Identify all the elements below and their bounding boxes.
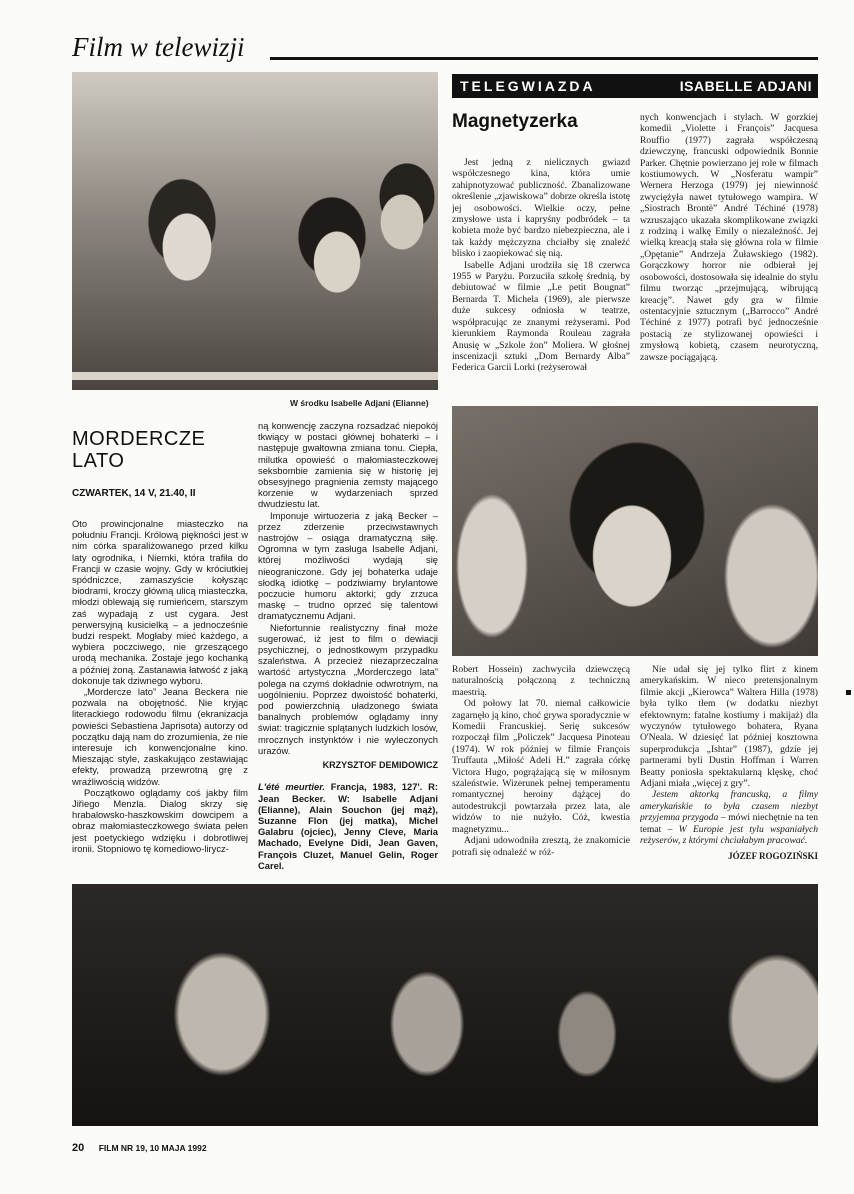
page-footer	[72, 1138, 207, 1156]
paragraph: Isabelle Adjani urodziła się 18 czerwca 1955 w Paryżu. Porzuciła szkołę średnią, by debiutować w filmie „Le petit Bougnat” Bernarda T. Michela (1969), ale pierwsze duże sukcesy odniosła w teatrze, współpracując ze znanymi reżyserami. Pod kierunkiem Raymonda Rouleau zagrała Anusię w „Szkole żon” Moliera. W głośnej inscenizacji sztuki „Dom Bernardy Alba” Federica Garcii Lorki (reżyserował	[452, 259, 630, 374]
review-author: KRZYSZTOF DEMIDOWICZ	[322, 760, 438, 771]
closing-quote-2: W Europie jest tylu wspaniałych reżyserów, z którymi chciałabym pracować.	[640, 823, 818, 847]
paragraph: Jest jedną z nielicznych gwiazd współczesnego kina, która umie zahipnotyzować publiczność. Zbanalizowane określenie „zjawiskowa” dobrze określa istotę jej osobowości. Wielkie oczy, pełne zmysłowe usta i kapryśny podbródek – ta kobieta może być bardzo niebezpieczna, ale i tak każdy mężczyzna chciałby się znaleźć blisko i zaopiekować się nią.	[452, 157, 630, 260]
film-credits	[258, 781, 438, 871]
banner-label: TELEGWIAZDA	[460, 78, 596, 94]
paragraph: Niefortunnie realistyczny finał może sugerować, iż jest to film o dewiacji psychicznej, o jednostkowym przypadku szaleństwa. A przecież niezaprzeczalna wartość artystyczna „Morderczego lata” polega na czymś dokładnie odwrotnym, na uogólnieniu. Poprzez dwoistość bohaterki, pod powierzchnią uładzonego świata banalnych problemów oglądamy inny świat: tragicznie splątanych ludzkich losów, mrocznych instynktów i nie wyleczonych urazów.	[258, 621, 438, 756]
credits-title: L'été meurtier.	[258, 781, 325, 793]
review-column-1	[72, 518, 248, 878]
paragraph: Robert Hossein) zachwyciła dziewczęcą naturalnością połączoną z techniczną maestrią.	[452, 664, 630, 698]
header-rule	[270, 57, 818, 60]
star-column-4	[640, 664, 818, 876]
banner-star-name: ISABELLE ADJANI	[679, 78, 812, 94]
closing-mid: – mówi niechętnie na ten temat –	[640, 812, 818, 835]
film-title: MORDERCZE LATO	[72, 428, 206, 472]
paragraph: nych konwencjach i stylach. W gorzkiej komedii „Violette i François” Jacquesa Rouffio (1977) zagrała współczesną dziewczynę, francuski odpowiednik Bonnie Parker. Chętnie powierzano jej role w filmach kostiumowych. W „Nosferatu wampir” Wernera Herzoga (1979) jej niewinność zwyciężyła nawet tytułowego wampira. W „Siostrach Brontë” André Téchiné (1978) wzruszająco ukazała skomplikowane związki z rodziną i walkę Emily o niezależność. Jej wielką kreacją stała się główna rola w filmie „Opętanie” Andrzeja Żuławskiego (1982). Gorączkowy horror nie odbierał jej osobowości, dostosowała się idealnie do stylu filmu tworząc „przejmującą, wibrującą kreację”. Nawet gdy gra w filmie ostentacyjnie sztucznym („Barrocco” André Téchiné z 1977) potrafi być jednocześnie postacią ze stylizowanej opowieści i zmysłową kobietą, czasem neurotyczną, zawsze pociągającą.	[640, 112, 818, 363]
crowd-photo	[72, 72, 438, 390]
issue-info: FILM NR 19, 10 MAJA 1992	[98, 1143, 207, 1153]
paragraph: Adjani udowodniła zresztą, że znakomicie potrafi się odnaleźć w róż-	[452, 835, 630, 858]
closing-paragraph	[640, 789, 818, 846]
section-title: Film w telewizji	[72, 32, 245, 62]
paragraph: Oto prowincjonalne miasteczko na południu Francji. Królową piękności jest w nim córka sparaliżowanego przed kilku laty ogrodnika, i Niemki, która trafiła do Francji w czasie wojny. Gdy w króciutkiej spódniczce, zamaszyście kołysząc biodrami, kroczy główną ulicą miasteczka, młodzi oblewają się rumieńcem, starszym zaś wypadają z ust cygara. Jest perwersyjną kusicielką – a jednocześnie budzi respekt. Mogłaby mieć każdego, a wybiera poczciwego, nie grzeszącego urodą mechanika. Zostaje jego kochanką a później żoną. Zastanawia łatwość z jaką dokonuje tak dziwnego wyboru.	[72, 518, 248, 686]
paragraph: Początkowo oglądamy coś jakby film Jiřiego Menzla. Dialog skrzy się hrabalowsko-haszkowskim dowcipem a obraz małomiasteczkowego świata pełen jest poetyckiego wdzięku i dobrotliwej ironii. Stopniowo tę komediowo-lirycz-	[72, 786, 248, 854]
paragraph: Imponuje wirtuozeria z jaką Becker – przez zderzenie przeciwstawnych nastrojów – osiąga dramatyczną siłę. Ogromna w tym zasługa Isabelle Adjani, której możliwości wydają się nieograniczone. Gdy jej bohaterka udaje słodką idiotkę – podziwiamy brylantowe poczucie humoru aktorki; gdy zrzuca maskę – trudno oprzeć się talentowi dramatycznemu Adjani.	[258, 509, 438, 622]
paragraph: Od połowy lat 70. niemal całkowicie zagarnęło ją kino, choć grywa sporadycznie w Komedii Francuskiej. Serię sukcesów rozpoczął film „Policzek” Jacquesa Pinoteau (1974). W rok później w filmie François Truffauta „Miłość Adeli H.” zagrała córkę Victora Hugo, pogrążającą się w miłosnym szaleństwie. Wizerunek pełnej temperamentu romantycznej heroiny dążącej do autodestrukcji powtarzała przez lata, ale widzów to nie nużyło. Cóż, kwestia magnetyzmu...	[452, 698, 630, 835]
star-author: JÓZEF ROGOZIŃSKI	[728, 850, 818, 861]
page-number: 20	[72, 1142, 85, 1154]
photo-caption: W środku Isabelle Adjani (Elianne)	[290, 398, 429, 408]
four-men-photo	[72, 884, 818, 1126]
broadcast-schedule: CZWARTEK, 14 V, 21.40, II	[72, 488, 196, 499]
review-column-2	[258, 420, 438, 876]
star-column-2	[640, 112, 818, 397]
telegwiazda-banner	[452, 74, 818, 98]
credits-text: Francja, 1983, 127'. R: Jean Becker. W: Isabelle Adjani (Elianne), Alain Souchon (jej mąż), Suzanne Flon (jej matka), Michel Galabru (ojciec), Jenny Cleve, Maria Machado, Evelyne Didi, Jean Gaven, François Cluzet, Manuel Gelin, Roger Carel.	[258, 781, 438, 871]
adjani-portrait-photo	[452, 406, 818, 656]
margin-mark	[846, 690, 851, 695]
paragraph: ną konwencję zaczyna rozsadzać niepokój tkwiący w postaci głównej bohaterki – i następuje gwałtowna zmiana tonu. Ciepła, milutka opowieść o małomiasteczkowej seksbombie zamienia się w historię jej obsesyjnego pragnienia zemsty mającego korzenie w wydarzeniach sprzed dwudziestu lat.	[258, 420, 438, 510]
article-headline: Magnetyzerka	[452, 111, 578, 132]
closing-quote: Jestem aktorką francuską, a filmy amerykańskie to była czasem niezbyt przyjemna przygoda	[640, 789, 818, 824]
star-column-3	[452, 664, 630, 872]
paragraph: Nie udał się jej tylko flirt z kinem amerykańskim. W nieco pretensjonalnym filmie akcji „Kierowca” Waltera Hilla (1978) była tylko tłem (w dodatku niezbyt efektownym: fatalne kostiumy i makijaż) dla wyczynów tytułowego bohatera, Ryana O'Neala. W dziesięć lat później kosztowna superprodukcja „Ishtar” (1987), gdzie jej partnerami byli Dustin Hoffman i Warren Beatty poniosła spektakularną klęskę, choć Adjani miała „więcej z gry”.	[640, 664, 818, 790]
paragraph: „Mordercze lato” Jeana Beckera nie pozwala na obojętność. Nie kryjąc literackiego rodowodu filmu (ekranizacja powieści Sebastiena Japrisota) autorzy od początku dają nam do zrozumienia, że nie interesuje ich konwencjonalne kino. Mieszając style, zaskakująco zestawiając efekty, prowadzą przewrotną grę z wrażliwością widzów.	[72, 686, 248, 787]
star-column-1	[452, 157, 630, 397]
